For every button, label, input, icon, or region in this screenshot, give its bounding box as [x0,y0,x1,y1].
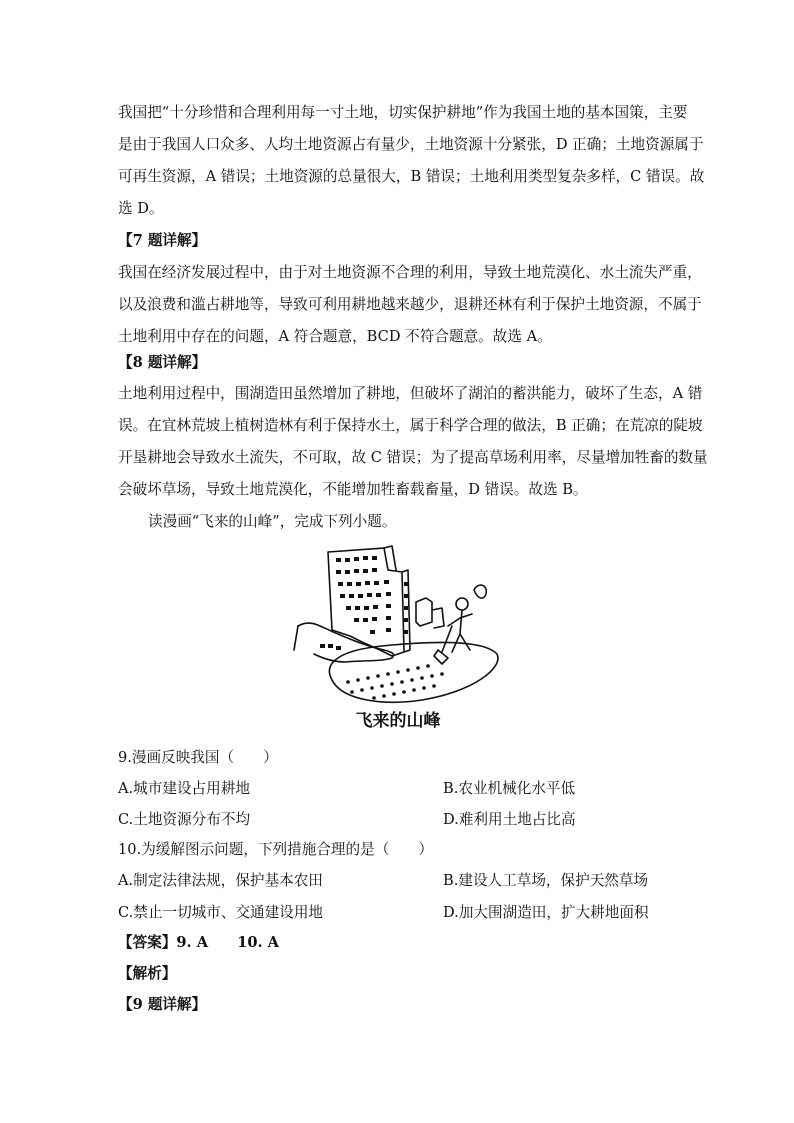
q10-option-a: A.制定法律法规，保护基本农田 [118,872,323,889]
q9-option-c: C.土地资源分布不均 [118,811,251,828]
para-8-line-1: 土地利用过程中，围湖造田虽然增加了耕地，但破坏了湖泊的蓄洪能力，破坏了生态，A 错 [118,385,703,402]
para-1-line-3: 可再生资源，A 错误；土地资源的总量很大，B 错误；土地利用类型复杂多样，C 错误。故 [118,168,705,185]
answer-line: 【答案】9. A 10. A [118,934,279,951]
q9-option-d: D.难利用土地占比高 [443,811,576,828]
q9-option-a: A.城市建设占用耕地 [118,780,250,797]
para-8-line-2: 误。在宜林荒坡上植树造林有利于保持水土，属于科学合理的做法，B 正确；在荒凉的陡坡 [118,417,703,434]
q10-option-c: C.禁止一切城市、交通建设用地 [118,904,324,921]
q9-stem: 9.漫画反映我国（ ） [118,749,278,766]
q10-option-b: B.建设人工草场，保护天然草场 [443,872,649,889]
para-1-line-4: 选 D。 [118,200,164,217]
para-1-line-1: 我国把“十分珍惜和合理利用每一寸土地，切实保护耕地”作为我国土地的基本国策，主要 [118,104,688,121]
q7-detail-heading: 【7 题详解】 [118,232,207,249]
para-7-line-2: 以及浪费和滥占耕地等，导致可利用耕地越来越少，退耕还林有利于保护土地资源，不属于 [118,296,702,313]
q8-detail-heading: 【8 题详解】 [118,354,207,371]
para-8-line-4: 会破坏草场，导致土地荒漠化，不能增加牲畜载畜量，D 错误。故选 B。 [118,481,588,498]
q10-option-d: D.加大围湖造田，扩大耕地面积 [443,904,649,921]
q9-detail-heading: 【9 题详解】 [118,996,207,1013]
cartoon-intro: 读漫画“飞来的山峰”，完成下列小题。 [148,513,397,530]
q10-stem: 10.为缓解图示问题，下列措施合理的是（ ） [118,841,434,858]
para-1-line-2: 是由于我国人口众多、人均土地资源占有量少，土地资源十分紧张，D 正确；土地资源属于 [118,136,704,153]
para-8-line-3: 开垦耕地会导致水土流失，不可取，故 C 错误；为了提高草场利用率，尽量增加牲畜的数量 [118,449,708,466]
para-7-line-1: 我国在经济发展过程中，由于对土地资源不合理的利用，导致土地荒漠化、水土流失严重， [118,264,702,281]
cartoon-caption: 飞来的山峰 [355,711,441,731]
para-7-line-3: 土地利用中存在的问题，A 符合题意，BCD 不符合题意。故选 A。 [118,328,552,345]
analysis-heading: 【解析】 [118,965,177,982]
cartoon-drawing [292,542,504,710]
cartoon-flying-mountain [292,542,504,742]
q9-option-b: B.农业机械化水平低 [443,780,576,797]
